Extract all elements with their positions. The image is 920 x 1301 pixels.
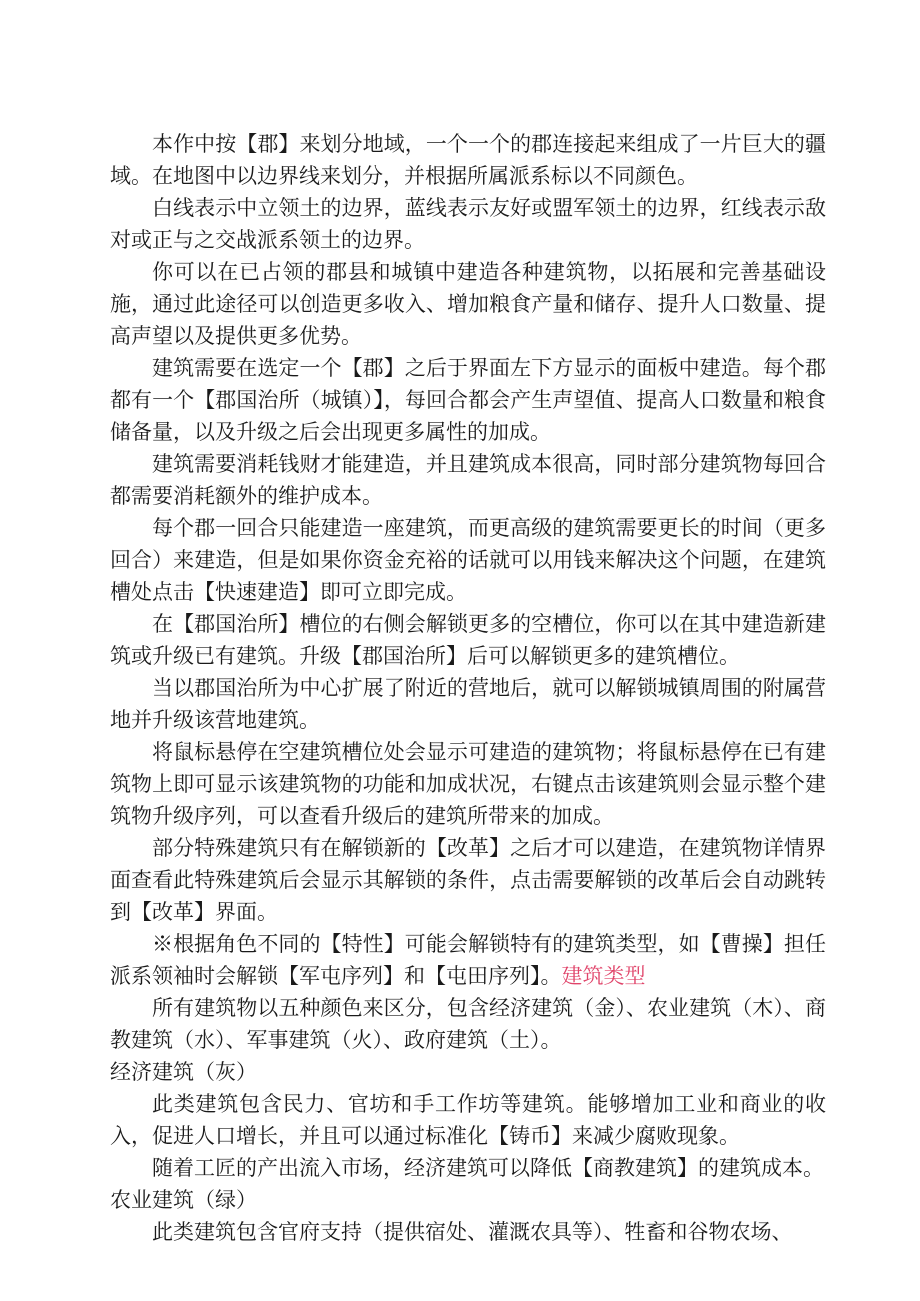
building-types-link[interactable]: 建筑类型 [561,964,646,988]
paragraph-economic-bonus: 随着工匠的产出流入市场，经济建筑可以降低【商教建筑】的建筑成本。 [152,1156,824,1180]
paragraph-slots: 在【郡国治所】槽位的右侧会解锁更多的空槽位，你可以在其中建造新建筑或升级已有建筑。升级【郡国治所】后可以解锁更多的建筑槽位。 [110,612,826,668]
paragraph-reforms: 部分特殊建筑只有在解锁新的【改革】之后才可以建造，在建筑物详情界面查看此特殊建筑后会显示其解锁的条件，点击需要解锁的改革后会自动跳转到【改革】界面。 [110,836,826,924]
paragraph-camps: 当以郡国治所为中心扩展了附近的营地后，就可以解锁城镇周围的附属营地并升级该营地建筑。 [110,676,826,732]
paragraph-build-panel: 建筑需要在选定一个【郡】之后于界面左下方显示的面板中建造。每个郡都有一个【郡国治所（城镇）】，每回合都会产生声望值、提高人口数量和粮食储备量，以及升级之后会出现更多属性的加成。 [110,356,826,444]
paragraph-five-colors: 所有建筑物以五种颜色来区分，包含经济建筑（金）、农业建筑（木）、商教建筑（水）、军事建筑（火）、政府建筑（土）。 [110,996,826,1052]
paragraph-commandery-intro: 本作中按【郡】来划分地域，一个一个的郡连接起来组成了一片巨大的疆域。在地图中以边界线来划分，并根据所属派系标以不同颜色。 [110,132,826,188]
paragraph-build-cost: 建筑需要消耗钱财才能建造，并且建筑成本很高，同时部分建筑物每回合都需要消耗额外的维护成本。 [110,452,826,508]
paragraph-hover-info: 将鼠标悬停在空建筑槽位处会显示可建造的建筑物；将鼠标悬停在已有建筑物上即可显示该建筑物的功能和加成状况，右键点击该建筑则会显示整个建筑物升级序列，可以查看升级后的建筑所带来的加成。 [110,740,826,828]
paragraph-agriculture-desc: 此类建筑包含官府支持（提供宿处、灌溉农具等）、牲畜和谷物农场、 [152,1220,793,1244]
paragraph-economic-desc: 此类建筑包含民力、官坊和手工作坊等建筑。能够增加工业和商业的收入，促进人口增长，并且可以通过标准化【铸币】来减少腐败现象。 [110,1092,826,1148]
paragraph-traits [110,928,826,992]
paragraph-construction-overview: 你可以在已占领的郡县和城镇中建造各种建筑物，以拓展和完善基础设施，通过此途径可以创造更多收入、增加粮食产量和储存、提升人口数量、提高声望以及提供更多优势。 [110,260,826,348]
heading-economic-buildings: 经济建筑（灰） [110,1060,257,1084]
document-body [110,128,826,1248]
paragraph-traits-text: ※根据角色不同的【特性】可能会解锁特有的建筑类型，如【曹操】担任派系领袖时会解锁【军屯序列】和【屯田序列】。 [110,932,826,988]
heading-agriculture-buildings: 农业建筑（绿） [110,1188,257,1212]
paragraph-build-time: 每个郡一回合只能建造一座建筑，而更高级的建筑需要更长的时间（更多回合）来建造，但是如果你资金充裕的话就可以用钱来解决这个问题，在建筑槽处点击【快速建造】即可立即完成。 [110,516,826,604]
paragraph-border-colors: 白线表示中立领土的边界，蓝线表示友好或盟军领土的边界，红线表示敌对或正与之交战派系领土的边界。 [110,196,826,252]
